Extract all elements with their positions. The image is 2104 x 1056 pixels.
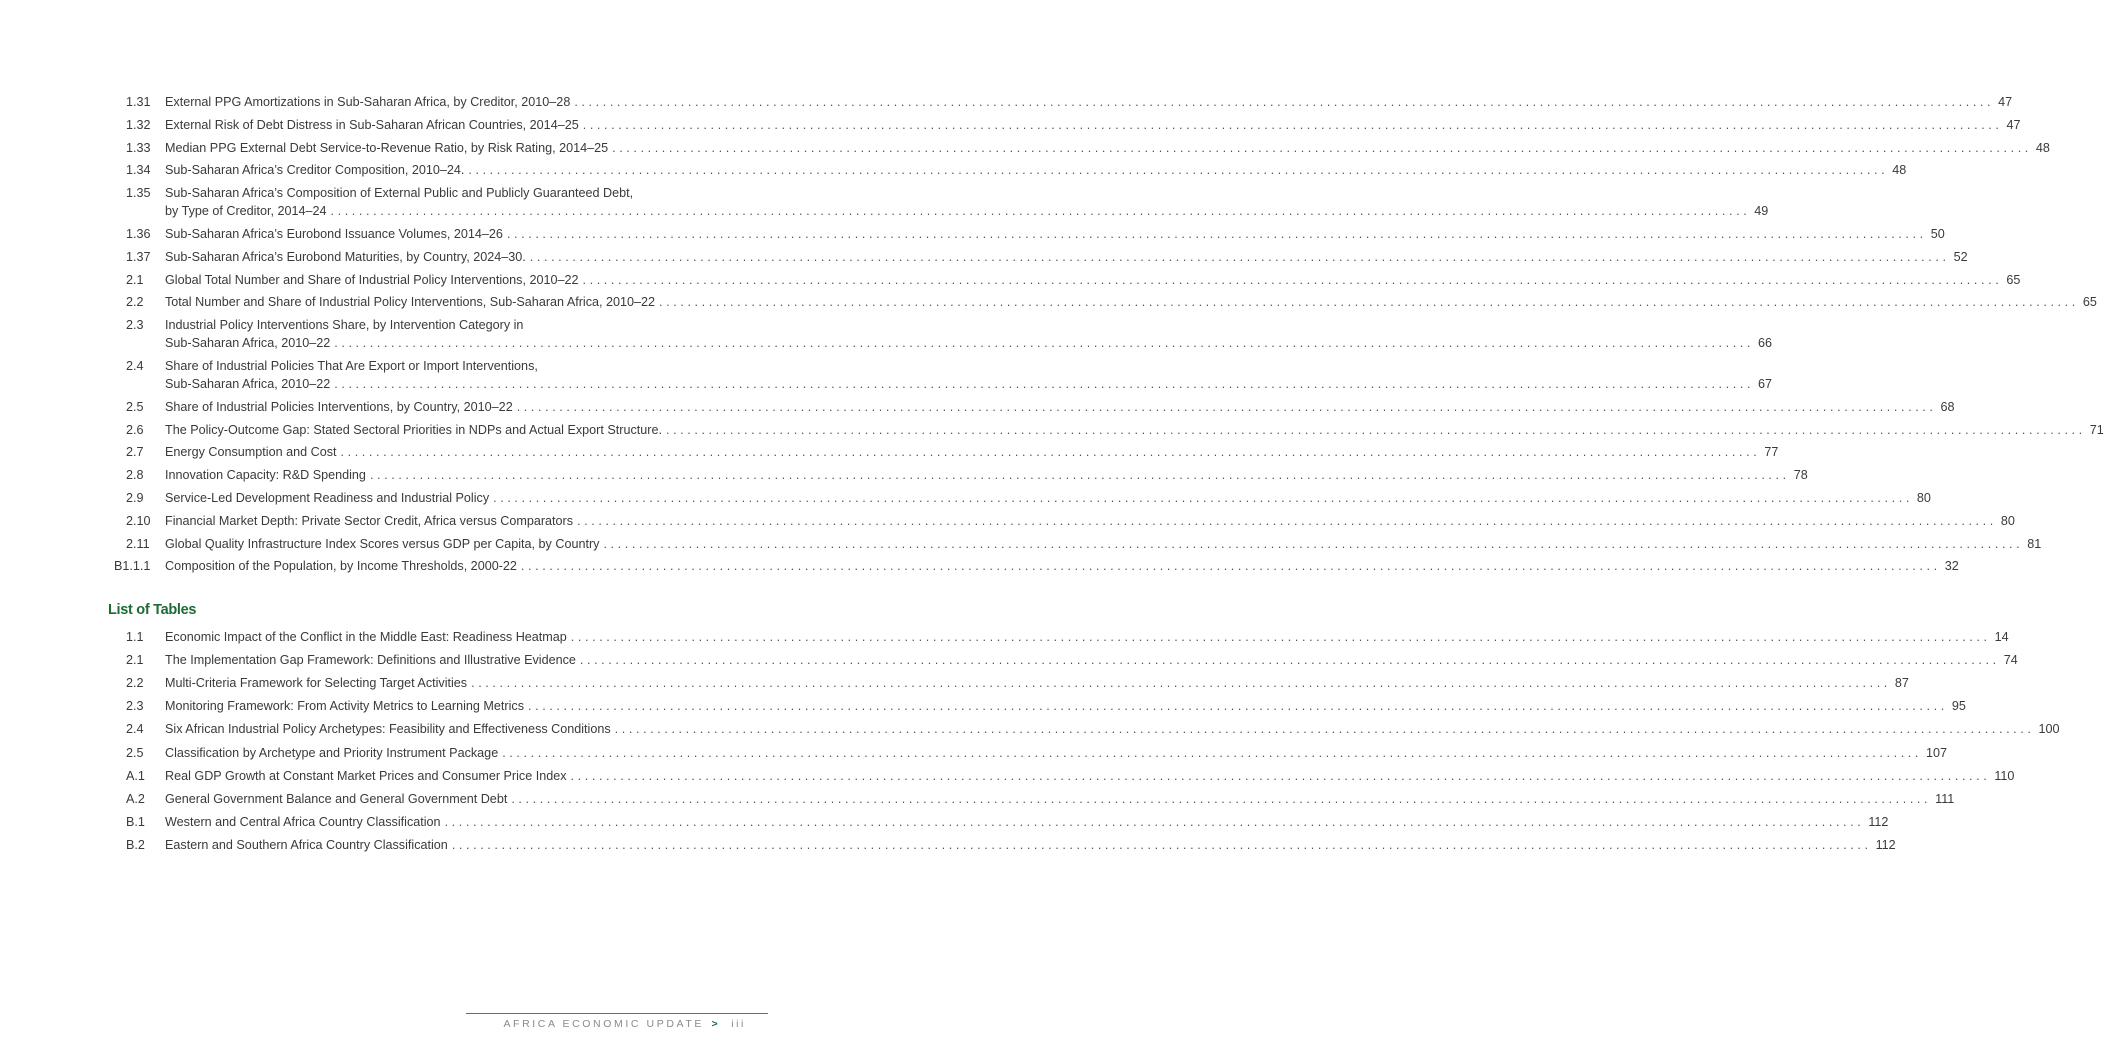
entry-page-number: 14	[1994, 630, 2009, 644]
entry-body	[165, 628, 2009, 646]
entry-title: Share of Industrial Policies Interventions, by Country, 2010–22	[165, 398, 517, 416]
entry-number: A.2	[126, 791, 145, 806]
toc-entry[interactable]	[126, 489, 1931, 507]
entry-title: The Implementation Gap Framework: Definitions and Illustrative Evidence	[165, 651, 580, 669]
entry-page-number: 52	[1953, 249, 1968, 264]
entry-title: Economic Impact of the Conflict in the Middle East: Readiness Heatmap	[165, 628, 571, 646]
entry-body	[165, 184, 1769, 220]
entry-page-number: 65	[2006, 272, 2021, 287]
entry-number: 1.36	[126, 227, 151, 241]
entry-number: 2.4	[126, 722, 144, 737]
entry-body	[165, 443, 1779, 461]
dot-leader: ........................................................................................................................................................................................................	[529, 249, 1950, 264]
entry-number: 2.1	[126, 272, 144, 287]
entry-page-number: 112	[1875, 837, 1896, 852]
entry-number: B.2	[126, 837, 145, 852]
toc-entry[interactable]	[126, 813, 1889, 831]
chevron-right-icon: >	[711, 1018, 718, 1030]
entry-body	[165, 248, 1968, 266]
entry-number: 2.1	[126, 653, 144, 668]
entry-body	[165, 557, 1959, 575]
dot-leader: ........................................................................................................................................................................................................	[570, 768, 1991, 783]
toc-entry[interactable]	[126, 466, 1808, 484]
entry-title: Classification by Archetype and Priority Instrument Package	[165, 744, 502, 762]
entry-title: Financial Market Depth: Private Sector Credit, Africa versus Comparators	[165, 512, 577, 530]
toc-entry[interactable]	[114, 557, 1959, 575]
entry-page-number: 100	[2038, 722, 2060, 737]
entry-title: Eastern and Southern Africa Country Classification	[165, 836, 452, 854]
entry-body	[165, 225, 1945, 243]
dot-leader: ........................................................................................................................................................................................................	[603, 536, 2024, 551]
entry-title: by Type of Creditor, 2014–24	[165, 202, 331, 220]
entry-title: Real GDP Growth at Constant Market Prices and Consumer Price Index	[165, 767, 571, 785]
entry-body	[165, 674, 1909, 692]
entry-body	[165, 813, 1889, 831]
entry-page-number: 81	[2027, 536, 2042, 551]
entry-page-number: 68	[1940, 399, 1955, 414]
entry-number: A.1	[126, 768, 145, 783]
entry-number: 2.5	[126, 399, 144, 414]
dot-leader: ........................................................................................................................................................................................................	[340, 445, 1761, 460]
toc-entry[interactable]	[126, 767, 2015, 785]
dot-leader: ........................................................................................................................................................................................................	[369, 468, 1790, 483]
entry-title: Western and Central Africa Country Classification	[165, 813, 445, 831]
toc-entry[interactable]	[126, 512, 2015, 530]
entry-title-line1: Sub-Saharan Africa’s Composition of External Public and Publicly Guaranteed Debt,	[165, 186, 634, 201]
dot-leader: ........................................................................................................................................................................................................	[577, 513, 1997, 528]
entry-body	[165, 293, 2097, 311]
entry-number: B.1	[126, 814, 145, 829]
toc-entry[interactable]	[126, 398, 1955, 416]
entry-title: Global Total Number and Share of Industrial Policy Interventions, 2010–22	[165, 271, 583, 289]
entry-number: 2.9	[126, 491, 144, 505]
toc-entry[interactable]	[126, 225, 1945, 243]
dot-leader: ........................................................................................................................................................................................................	[451, 837, 1872, 852]
dot-leader: ........................................................................................................................................................................................................	[330, 204, 1751, 219]
entry-number: 2.7	[126, 445, 144, 460]
entry-number: 1.37	[126, 249, 151, 264]
entry-body	[165, 489, 1931, 507]
entry-body	[165, 535, 2042, 553]
entry-body	[165, 398, 1955, 416]
footer-rule	[466, 1013, 768, 1014]
toc-entry[interactable]	[126, 139, 2050, 157]
entry-page-number: 49	[1754, 204, 1769, 219]
dot-leader: ........................................................................................................................................................................................................	[511, 791, 1932, 806]
entry-body	[165, 116, 2021, 134]
entry-title: Global Quality Infrastructure Index Scores versus GDP per Capita, by Country	[165, 535, 603, 553]
entry-number: 2.4	[126, 359, 144, 373]
entry-page-number: 77	[1764, 445, 1779, 460]
entry-title: Sub-Saharan Africa, 2010–22	[165, 334, 334, 352]
toc-entry[interactable]	[126, 316, 1773, 356]
entry-page-number: 50	[1930, 227, 1945, 241]
toc-entry[interactable]	[126, 271, 2021, 289]
dot-leader: ........................................................................................................................................................................................................	[471, 676, 1891, 691]
entry-title: Energy Consumption and Cost	[165, 443, 341, 461]
entry-page-number: 80	[2000, 513, 2015, 528]
toc-entry[interactable]	[126, 93, 2013, 111]
entry-page-number: 87	[1894, 676, 1909, 691]
entry-title: Sub-Saharan Africa’s Eurobond Maturities, by Country, 2024–30.	[165, 248, 530, 266]
toc-entry[interactable]	[126, 720, 2060, 738]
dot-leader: ........................................................................................................................................................................................................	[516, 399, 1937, 414]
dot-leader: ........................................................................................................................................................................................................	[444, 814, 1865, 829]
entry-number: 2.8	[126, 468, 144, 483]
entry-body	[165, 93, 2013, 111]
running-footer	[503, 1018, 746, 1030]
dot-leader: ........................................................................................................................................................................................................	[528, 699, 1948, 714]
dot-leader: ........................................................................................................................................................................................................	[506, 227, 1927, 241]
entry-number: 1.32	[126, 117, 151, 132]
entry-number: 1.33	[126, 140, 151, 155]
dot-leader: ........................................................................................................................................................................................................	[579, 653, 2000, 668]
entry-page-number: 111	[1935, 791, 1955, 806]
entry-page-number: 67	[1758, 377, 1773, 391]
dot-leader: ........................................................................................................................................................................................................	[468, 163, 1889, 178]
entry-body	[165, 720, 2060, 738]
entry-number: 2.3	[126, 699, 144, 714]
entry-body	[165, 512, 2015, 530]
entry-number: 2.2	[126, 295, 144, 310]
entry-body	[165, 466, 1808, 484]
entry-body	[165, 790, 1955, 808]
entry-body	[165, 357, 1773, 393]
entry-page-number: 95	[1951, 699, 1966, 714]
entry-number: B1.1.1	[114, 559, 151, 574]
entry-title: Monitoring Framework: From Activity Metrics to Learning Metrics	[165, 697, 528, 715]
page-number: iii	[731, 1018, 746, 1030]
entry-page-number: 65	[2082, 295, 2097, 310]
toc-entry[interactable]	[126, 293, 2097, 311]
entry-page-number: 80	[1916, 491, 1931, 505]
entry-page-number: 74	[2003, 653, 2018, 668]
entry-number: 2.6	[126, 422, 144, 437]
entry-title: Composition of the Population, by Income Thresholds, 2000-22	[165, 557, 521, 575]
entry-number: 1.31	[126, 95, 151, 109]
toc-entry[interactable]	[126, 443, 1779, 461]
entry-body	[165, 139, 2050, 157]
toc-entry[interactable]	[126, 651, 2018, 669]
entry-page-number: 47	[1998, 95, 2013, 109]
entry-number: 1.35	[126, 186, 151, 201]
dot-leader: ........................................................................................................................................................................................................	[502, 745, 1922, 760]
entry-number: 2.11	[126, 536, 150, 551]
dot-leader: ........................................................................................................................................................................................................	[520, 559, 1941, 574]
entry-number: 1.1	[126, 630, 144, 644]
dot-leader: ........................................................................................................................................................................................................	[665, 422, 2086, 437]
toc-entry[interactable]	[126, 674, 1909, 692]
entry-title: Median PPG External Debt Service-to-Revenue Ratio, by Risk Rating, 2014–25	[165, 139, 612, 157]
entry-title: Service-Led Development Readiness and Industrial Policy	[165, 489, 493, 507]
toc-entry[interactable]	[126, 357, 1773, 397]
dot-leader: ........................................................................................................................................................................................................	[570, 630, 1991, 644]
entry-title: Six African Industrial Policy Archetypes: Feasibility and Effectiveness Conditions	[165, 720, 615, 738]
entry-page-number: 32	[1944, 559, 1959, 574]
entry-page-number: 47	[2006, 117, 2021, 132]
entry-title: Sub-Saharan Africa’s Creditor Composition, 2010–24.	[165, 161, 468, 179]
entry-page-number: 107	[1926, 745, 1948, 760]
entry-body	[165, 697, 1966, 715]
entry-page-number: 48	[1892, 163, 1907, 178]
entry-page-number: 112	[1868, 814, 1889, 829]
entry-title: General Government Balance and General Government Debt	[165, 790, 511, 808]
entry-title: External PPG Amortizations in Sub-Saharan Africa, by Creditor, 2010–28	[165, 93, 574, 111]
entry-number: 2.2	[126, 676, 144, 691]
toc-entry[interactable]	[126, 790, 1955, 808]
toc-entry[interactable]	[126, 421, 2104, 439]
toc-entry[interactable]	[126, 744, 1948, 762]
toc-entry[interactable]	[126, 248, 1968, 266]
entry-number: 2.3	[126, 318, 144, 333]
entry-page-number: 110	[1994, 768, 2015, 783]
entry-body	[165, 767, 2015, 785]
entry-title: Sub-Saharan Africa’s Eurobond Issuance Volumes, 2014–26	[165, 225, 507, 243]
toc-entry[interactable]	[126, 697, 1966, 715]
dot-leader: ........................................................................................................................................................................................................	[614, 722, 2035, 737]
dot-leader: ........................................................................................................................................................................................................	[659, 295, 2079, 310]
entry-body	[165, 161, 1907, 179]
entry-body	[165, 651, 2018, 669]
entry-number: 2.5	[126, 745, 144, 760]
dot-leader: ........................................................................................................................................................................................................	[612, 140, 2032, 155]
entry-title-line1: Industrial Policy Interventions Share, by Intervention Category in	[165, 318, 524, 333]
entry-title: The Policy-Outcome Gap: Stated Sectoral Priorities in NDPs and Actual Export Structure.	[165, 421, 666, 439]
entry-title-line1: Share of Industrial Policies That Are Export or Import Interventions,	[165, 359, 538, 373]
entry-body	[165, 316, 1773, 352]
entry-body	[165, 271, 2021, 289]
entry-body	[165, 836, 1896, 854]
toc-entry[interactable]	[126, 836, 1896, 854]
entry-title: Innovation Capacity: R&D Spending	[165, 466, 370, 484]
entry-number: 1.34	[126, 163, 151, 178]
running-title: AFRICA ECONOMIC UPDATE	[503, 1018, 704, 1030]
entry-title: Sub-Saharan Africa, 2010–22	[165, 375, 334, 393]
entry-body	[165, 421, 2104, 439]
dot-leader: ........................................................................................................................................................................................................	[493, 491, 1913, 505]
list-of-tables-heading: List of Tables	[108, 602, 197, 618]
toc-entry[interactable]	[126, 184, 1769, 224]
entry-body	[165, 744, 1948, 762]
toc-entry[interactable]	[126, 161, 1907, 179]
entry-page-number: 78	[1793, 468, 1808, 483]
entry-page-number: 66	[1758, 336, 1773, 351]
entry-page-number: 48	[2035, 140, 2050, 155]
dot-leader: ........................................................................................................................................................................................................	[582, 272, 2003, 287]
dot-leader: ........................................................................................................................................................................................................	[574, 95, 1995, 109]
toc-entry[interactable]	[126, 628, 2009, 646]
toc-entry[interactable]	[126, 116, 2021, 134]
entry-title: External Risk of Debt Distress in Sub-Saharan African Countries, 2014–25	[165, 116, 583, 134]
entry-page-number: 71	[2089, 422, 2104, 437]
toc-entry[interactable]	[126, 535, 2042, 553]
dot-leader: ........................................................................................................................................................................................................	[334, 377, 1755, 391]
dot-leader: ........................................................................................................................................................................................................	[582, 117, 2003, 132]
dot-leader: ........................................................................................................................................................................................................	[334, 336, 1755, 351]
entry-number: 2.10	[126, 513, 151, 528]
entry-title: Multi-Criteria Framework for Selecting Target Activities	[165, 674, 471, 692]
entry-title: Total Number and Share of Industrial Policy Interventions, Sub-Saharan Africa, 2010–22	[165, 293, 659, 311]
